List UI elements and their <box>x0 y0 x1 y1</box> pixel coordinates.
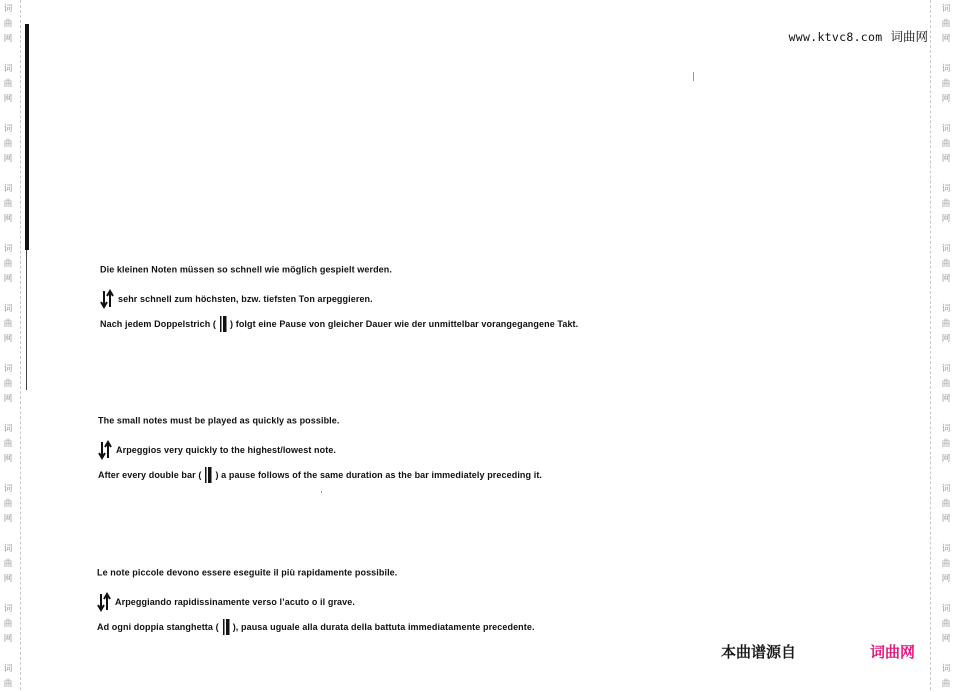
instruction-line <box>100 289 578 315</box>
instruction-text: ), pausa uguale alla durata della battuta immediatamente precedente. <box>232 622 535 632</box>
instruction-text: sehr schnell zum höchsten, bzw. tiefsten Ton arpeggieren. <box>118 294 373 304</box>
watermark-glyph: 词 <box>941 604 951 614</box>
watermark-glyph: 曲 <box>941 559 951 569</box>
watermark-glyph: 曲 <box>3 199 13 209</box>
watermark-glyph: 曲 <box>3 79 13 89</box>
watermark-glyph: 词 <box>941 124 951 134</box>
watermark-glyph: 词 <box>941 64 951 74</box>
watermark-glyph: 曲 <box>3 259 13 269</box>
double-bar-icon <box>217 315 229 333</box>
instruction-text: Arpeggios very quickly to the highest/lowest note. <box>116 445 337 455</box>
instruction-text: ) a pause follows of the same duration as the bar immediately preceding it. <box>215 470 543 480</box>
watermark-glyph: 网 <box>3 394 13 404</box>
right-watermark-strip <box>938 0 954 690</box>
instruction-line <box>97 592 535 618</box>
instructions-german <box>100 263 578 341</box>
watermark-glyph: 网 <box>941 214 951 224</box>
left-dashed-border <box>20 0 21 690</box>
watermark-glyph: 词 <box>3 64 13 74</box>
watermark-glyph: 词 <box>3 4 13 14</box>
left-watermark-strip <box>0 0 16 690</box>
watermark-glyph: 词 <box>941 664 951 674</box>
watermark-glyph: 曲 <box>3 139 13 149</box>
watermark-glyph: 网 <box>941 34 951 44</box>
right-dashed-border <box>930 0 931 690</box>
instruction-line <box>98 466 542 492</box>
watermark-glyph: 曲 <box>3 499 13 509</box>
watermark-glyph: 网 <box>941 334 951 344</box>
scan-edge-line <box>26 250 27 390</box>
watermark-glyph: 词 <box>941 484 951 494</box>
watermark-glyph: 词 <box>3 364 13 374</box>
watermark-glyph: 词 <box>3 484 13 494</box>
watermark-glyph: 网 <box>941 274 951 284</box>
watermark-glyph: 词 <box>3 424 13 434</box>
instruction-text: Ad ogni doppia stanghetta ( <box>97 622 219 632</box>
instruction-line <box>98 440 542 466</box>
instruction-text: Die kleinen Noten müssen so schnell wie möglich gespielt werden. <box>100 264 392 275</box>
watermark-glyph: 词 <box>941 304 951 314</box>
watermark-glyph: 曲 <box>3 679 13 689</box>
watermark-glyph: 曲 <box>3 619 13 629</box>
instruction-line <box>97 618 535 644</box>
instruction-line <box>100 315 578 341</box>
arpeggio-arrows-icon <box>100 289 115 309</box>
arpeggio-arrows-icon <box>97 592 112 612</box>
watermark-glyph: 曲 <box>3 19 13 29</box>
watermark-glyph: 曲 <box>941 379 951 389</box>
watermark-glyph: 词 <box>941 4 951 14</box>
instruction-text: After every double bar ( <box>98 470 202 480</box>
watermark-glyph: 网 <box>3 154 13 164</box>
source-label: 本曲谱源自 <box>721 643 797 661</box>
watermark-glyph: 网 <box>941 634 951 644</box>
watermark-glyph: 网 <box>3 34 13 44</box>
site-name[interactable]: 词曲网 <box>890 29 928 44</box>
watermark-glyph: 网 <box>3 634 13 644</box>
watermark-glyph: 网 <box>941 574 951 584</box>
watermark-glyph: 曲 <box>3 379 13 389</box>
instruction-text: The small notes must be played as quickly as possible. <box>98 415 340 426</box>
instruction-text: Nach jedem Doppelstrich ( <box>100 319 217 329</box>
watermark-glyph: 曲 <box>3 559 13 569</box>
arpeggio-arrows-icon <box>98 440 113 460</box>
watermark-glyph: 词 <box>941 544 951 554</box>
watermark-glyph: 网 <box>3 214 13 224</box>
watermark-glyph: 网 <box>3 454 13 464</box>
watermark-glyph: 词 <box>941 364 951 374</box>
watermark-glyph: 曲 <box>941 199 951 209</box>
watermark-glyph: 词 <box>3 124 13 134</box>
watermark-glyph: 网 <box>941 454 951 464</box>
watermark-glyph: 曲 <box>941 619 951 629</box>
watermark-glyph: 曲 <box>941 139 951 149</box>
watermark-glyph: 网 <box>3 334 13 344</box>
watermark-glyph: 网 <box>3 94 13 104</box>
scan-speck <box>693 72 694 81</box>
watermark-glyph: 词 <box>3 544 13 554</box>
watermark-glyph: 曲 <box>941 679 951 689</box>
watermark-glyph: 词 <box>3 604 13 614</box>
watermark-glyph: 网 <box>3 274 13 284</box>
instruction-text: ) folgt eine Pause von gleicher Dauer wie der unmittelbar vorangegangene Takt. <box>230 319 579 329</box>
site-header[interactable] <box>789 27 928 45</box>
watermark-glyph: 曲 <box>941 259 951 269</box>
watermark-glyph: 曲 <box>3 319 13 329</box>
double-bar-icon <box>220 618 232 636</box>
source-name-link[interactable]: 词曲网 <box>870 643 916 661</box>
watermark-glyph: 词 <box>3 184 13 194</box>
watermark-glyph: 曲 <box>941 19 951 29</box>
instructions-italian <box>97 566 535 644</box>
watermark-glyph: 曲 <box>941 79 951 89</box>
watermark-glyph: 词 <box>3 304 13 314</box>
instruction-line <box>100 263 578 289</box>
watermark-glyph: 曲 <box>3 439 13 449</box>
watermark-glyph: 网 <box>3 574 13 584</box>
watermark-glyph: 网 <box>941 514 951 524</box>
site-url[interactable]: www.ktvc8.com <box>788 30 883 44</box>
instruction-line <box>98 414 542 440</box>
watermark-glyph: 网 <box>941 94 951 104</box>
watermark-glyph: 网 <box>3 514 13 524</box>
watermark-glyph: 词 <box>941 184 951 194</box>
watermark-glyph: 曲 <box>941 439 951 449</box>
instruction-text: Arpeggiando rapidissinamente verso l’acuto o il grave. <box>115 597 355 607</box>
watermark-glyph: 曲 <box>941 319 951 329</box>
instructions-english <box>98 414 542 492</box>
watermark-glyph: 词 <box>3 244 13 254</box>
instruction-text: Le note piccole devono essere eseguite il più rapidamente possibile. <box>97 567 398 578</box>
instruction-line <box>97 566 535 592</box>
scan-edge-bar <box>25 24 29 250</box>
watermark-glyph: 网 <box>941 394 951 404</box>
watermark-glyph: 曲 <box>941 499 951 509</box>
watermark-glyph: 词 <box>941 244 951 254</box>
double-bar-icon <box>202 466 214 484</box>
watermark-glyph: 词 <box>3 664 13 674</box>
watermark-glyph: 词 <box>941 424 951 434</box>
watermark-glyph: 网 <box>941 154 951 164</box>
